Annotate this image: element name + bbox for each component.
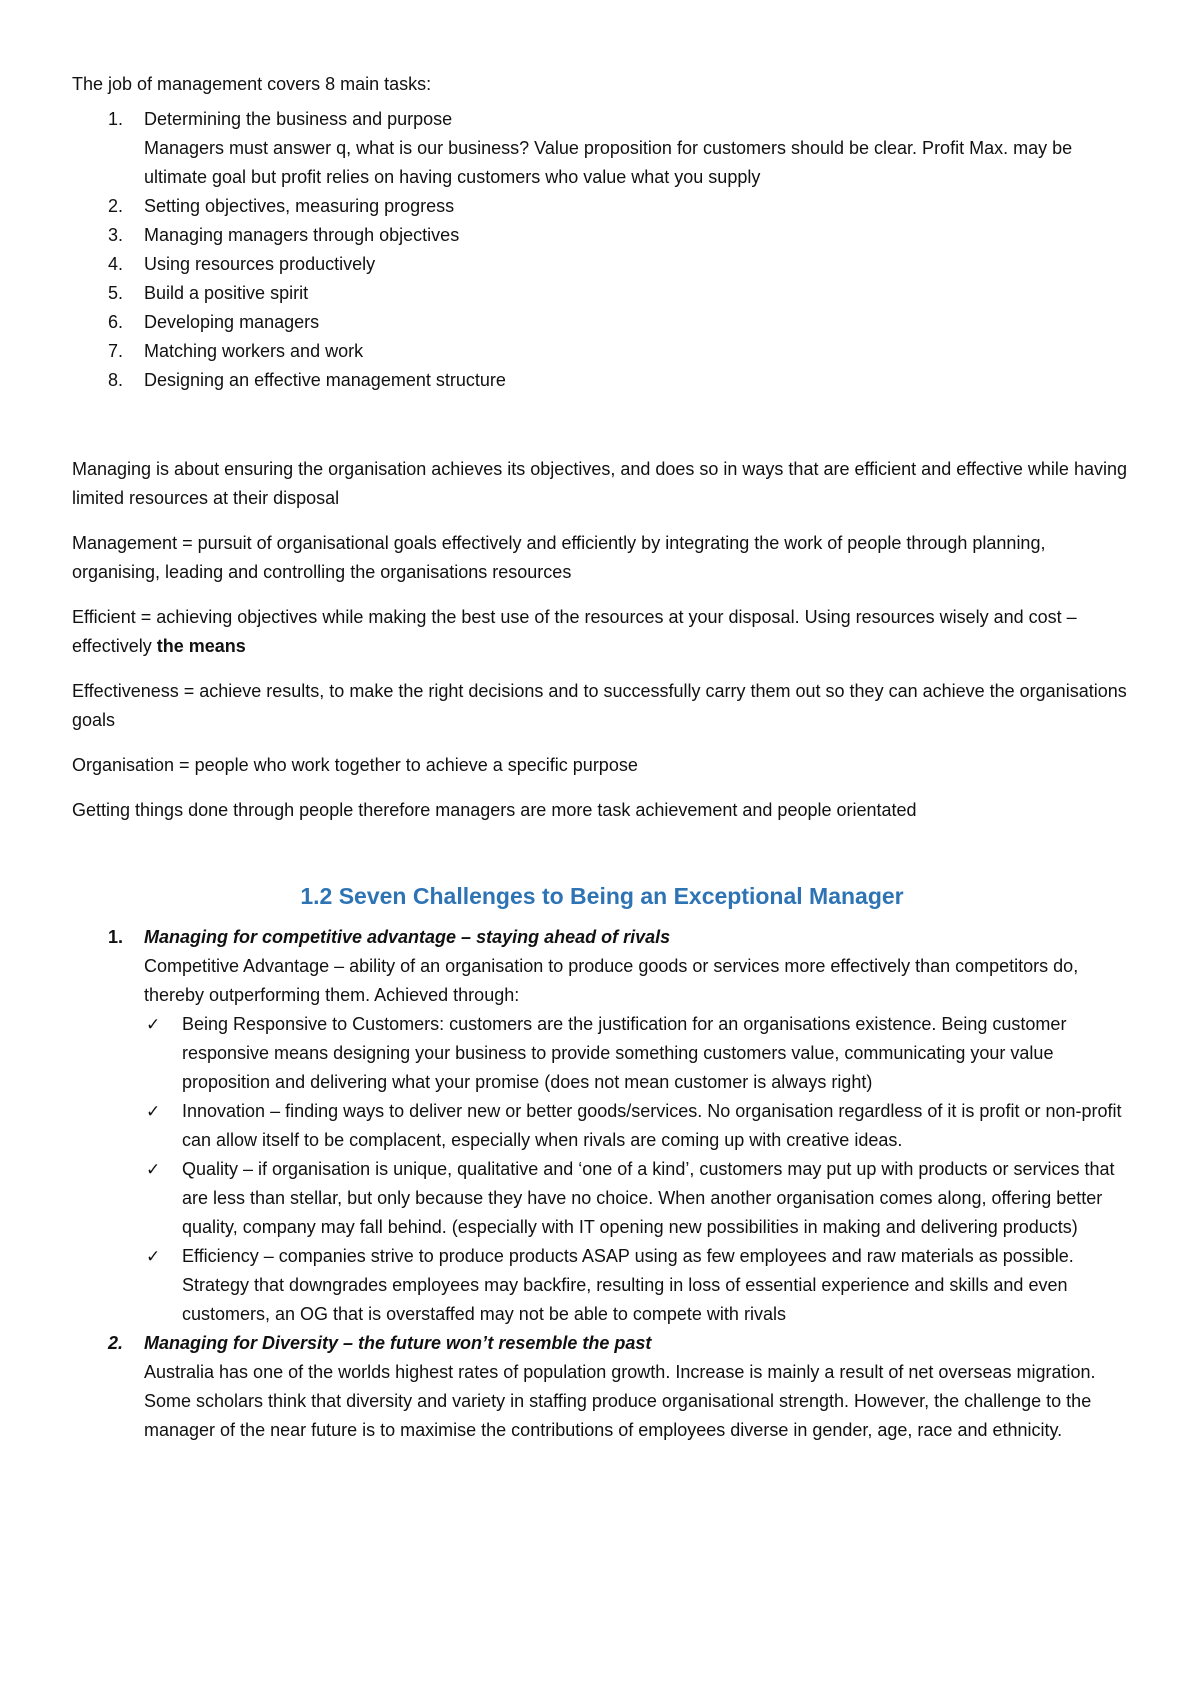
- task-title: Determining the business and purpose: [144, 109, 453, 129]
- checklist-text: Quality – if organisation is unique, qualitative and ‘one of a kind’, customers may put up with products or services that are less than stellar, but only because they have no choice. When another organisation comes along, offering better quality, company may fall behind. (especially with IT opening new possibilities in making and delivering products): [182, 1159, 1115, 1237]
- checklist-item: [144, 1097, 1132, 1155]
- checkmark-icon: ✓: [146, 1102, 161, 1121]
- checklist-item: [144, 1010, 1132, 1097]
- list-number: 2.: [108, 196, 124, 216]
- list-item: [72, 105, 1132, 192]
- task-title: Setting objectives, measuring progress: [144, 196, 455, 216]
- definition-efficient-text: Efficient = achieving objectives while making the best use of the resources at your disposal. Using resources wisely and cost – effectively: [72, 607, 1077, 656]
- definition-effectiveness: Effectiveness = achieve results, to make the right decisions and to successfully carry them out so they can achieve the organisations goals: [72, 681, 1127, 730]
- list-item: [72, 192, 1132, 221]
- list-item: [72, 923, 1132, 1329]
- list-number: 8.: [108, 370, 124, 390]
- challenge-body: Australia has one of the worlds highest rates of population growth. Increase is mainly a result of net overseas migration. Some scholars think that diversity and variety in staffing produce organisational strength. However, the challenge to the manager of the near future is to maximise the contributions of employees diverse in gender, age, race and ethnicity.: [144, 1362, 1096, 1440]
- checkmark-icon: ✓: [146, 1247, 161, 1266]
- list-number: 2.: [108, 1333, 124, 1353]
- checklist-item: [144, 1242, 1132, 1329]
- section-heading: 1.2 Seven Challenges to Being an Exceptional Manager: [300, 883, 904, 909]
- intro-text: The job of management covers 8 main tasks:: [72, 74, 432, 94]
- list-number: 6.: [108, 312, 124, 332]
- list-number: 1.: [108, 927, 124, 947]
- task-title: Developing managers: [144, 312, 320, 332]
- task-title: Designing an effective management structure: [144, 370, 506, 390]
- list-number: 7.: [108, 341, 124, 361]
- management-tasks-list: [72, 105, 1132, 395]
- list-item: [72, 279, 1132, 308]
- list-item: [72, 308, 1132, 337]
- task-title: Matching workers and work: [144, 341, 364, 361]
- checkmark-icon: ✓: [146, 1160, 161, 1179]
- challenges-list: [72, 923, 1132, 1445]
- checklist: [144, 1010, 1132, 1329]
- challenge-body: Competitive Advantage – ability of an organisation to produce goods or services more effectively than competitors do, thereby outperforming them. Achieved through:: [144, 956, 1079, 1005]
- list-number: 1.: [108, 109, 124, 129]
- task-detail: Managers must answer q, what is our business? Value proposition for customers should be clear. Profit Max. may be ultimate goal but profit relies on having customers who value what you supply: [144, 138, 1073, 187]
- definition-organisation: Organisation = people who work together to achieve a specific purpose: [72, 755, 638, 775]
- task-title: Using resources productively: [144, 254, 376, 274]
- list-number: 4.: [108, 254, 124, 274]
- checklist-text: Innovation – finding ways to deliver new or better goods/services. No organisation regardless of it is profit or non-profit can allow itself to be complacent, especially when rivals are coming up with creative ideas.: [182, 1101, 1122, 1150]
- list-item: [72, 366, 1132, 395]
- list-item: [72, 337, 1132, 366]
- definitions-section: [72, 455, 1132, 825]
- definition-management: Management = pursuit of organisational goals effectively and efficiently by integrating the work of people through planning, organising, leading and controlling the organisations resources: [72, 533, 1046, 582]
- list-item: [72, 250, 1132, 279]
- challenge-title: Managing for competitive advantage – staying ahead of rivals: [144, 927, 671, 947]
- checklist-text: Efficiency – companies strive to produce products ASAP using as few employees and raw materials as possible. Strategy that downgrades employees may backfire, resulting in loss of essential experience and skills and even customers, an OG that is overstaffed may not be able to compete with rivals: [182, 1246, 1074, 1324]
- list-number: 5.: [108, 283, 124, 303]
- document-page: [72, 70, 1132, 1445]
- checkmark-icon: ✓: [146, 1015, 161, 1034]
- challenge-title: Managing for Diversity – the future won’t resemble the past: [144, 1333, 652, 1353]
- definition-getting-things-done: Getting things done through people therefore managers are more task achievement and people orientated: [72, 800, 917, 820]
- list-item: [72, 1329, 1132, 1445]
- task-title: Managing managers through objectives: [144, 225, 460, 245]
- list-item: [72, 221, 1132, 250]
- task-title: Build a positive spirit: [144, 283, 309, 303]
- list-number: 3.: [108, 225, 124, 245]
- checklist-item: [144, 1155, 1132, 1242]
- checklist-text: Being Responsive to Customers: customers are the justification for an organisations existence. Being customer responsive means designing your business to provide something customers value, communicating your value proposition and delivering what your promise (does not mean customer is always right): [182, 1014, 1067, 1092]
- definition-managing: Managing is about ensuring the organisation achieves its objectives, and does so in ways that are efficient and effective while having limited resources at their disposal: [72, 459, 1127, 508]
- definition-efficient-emphasis: the means: [156, 636, 246, 656]
- definition-efficient: [72, 603, 1132, 661]
